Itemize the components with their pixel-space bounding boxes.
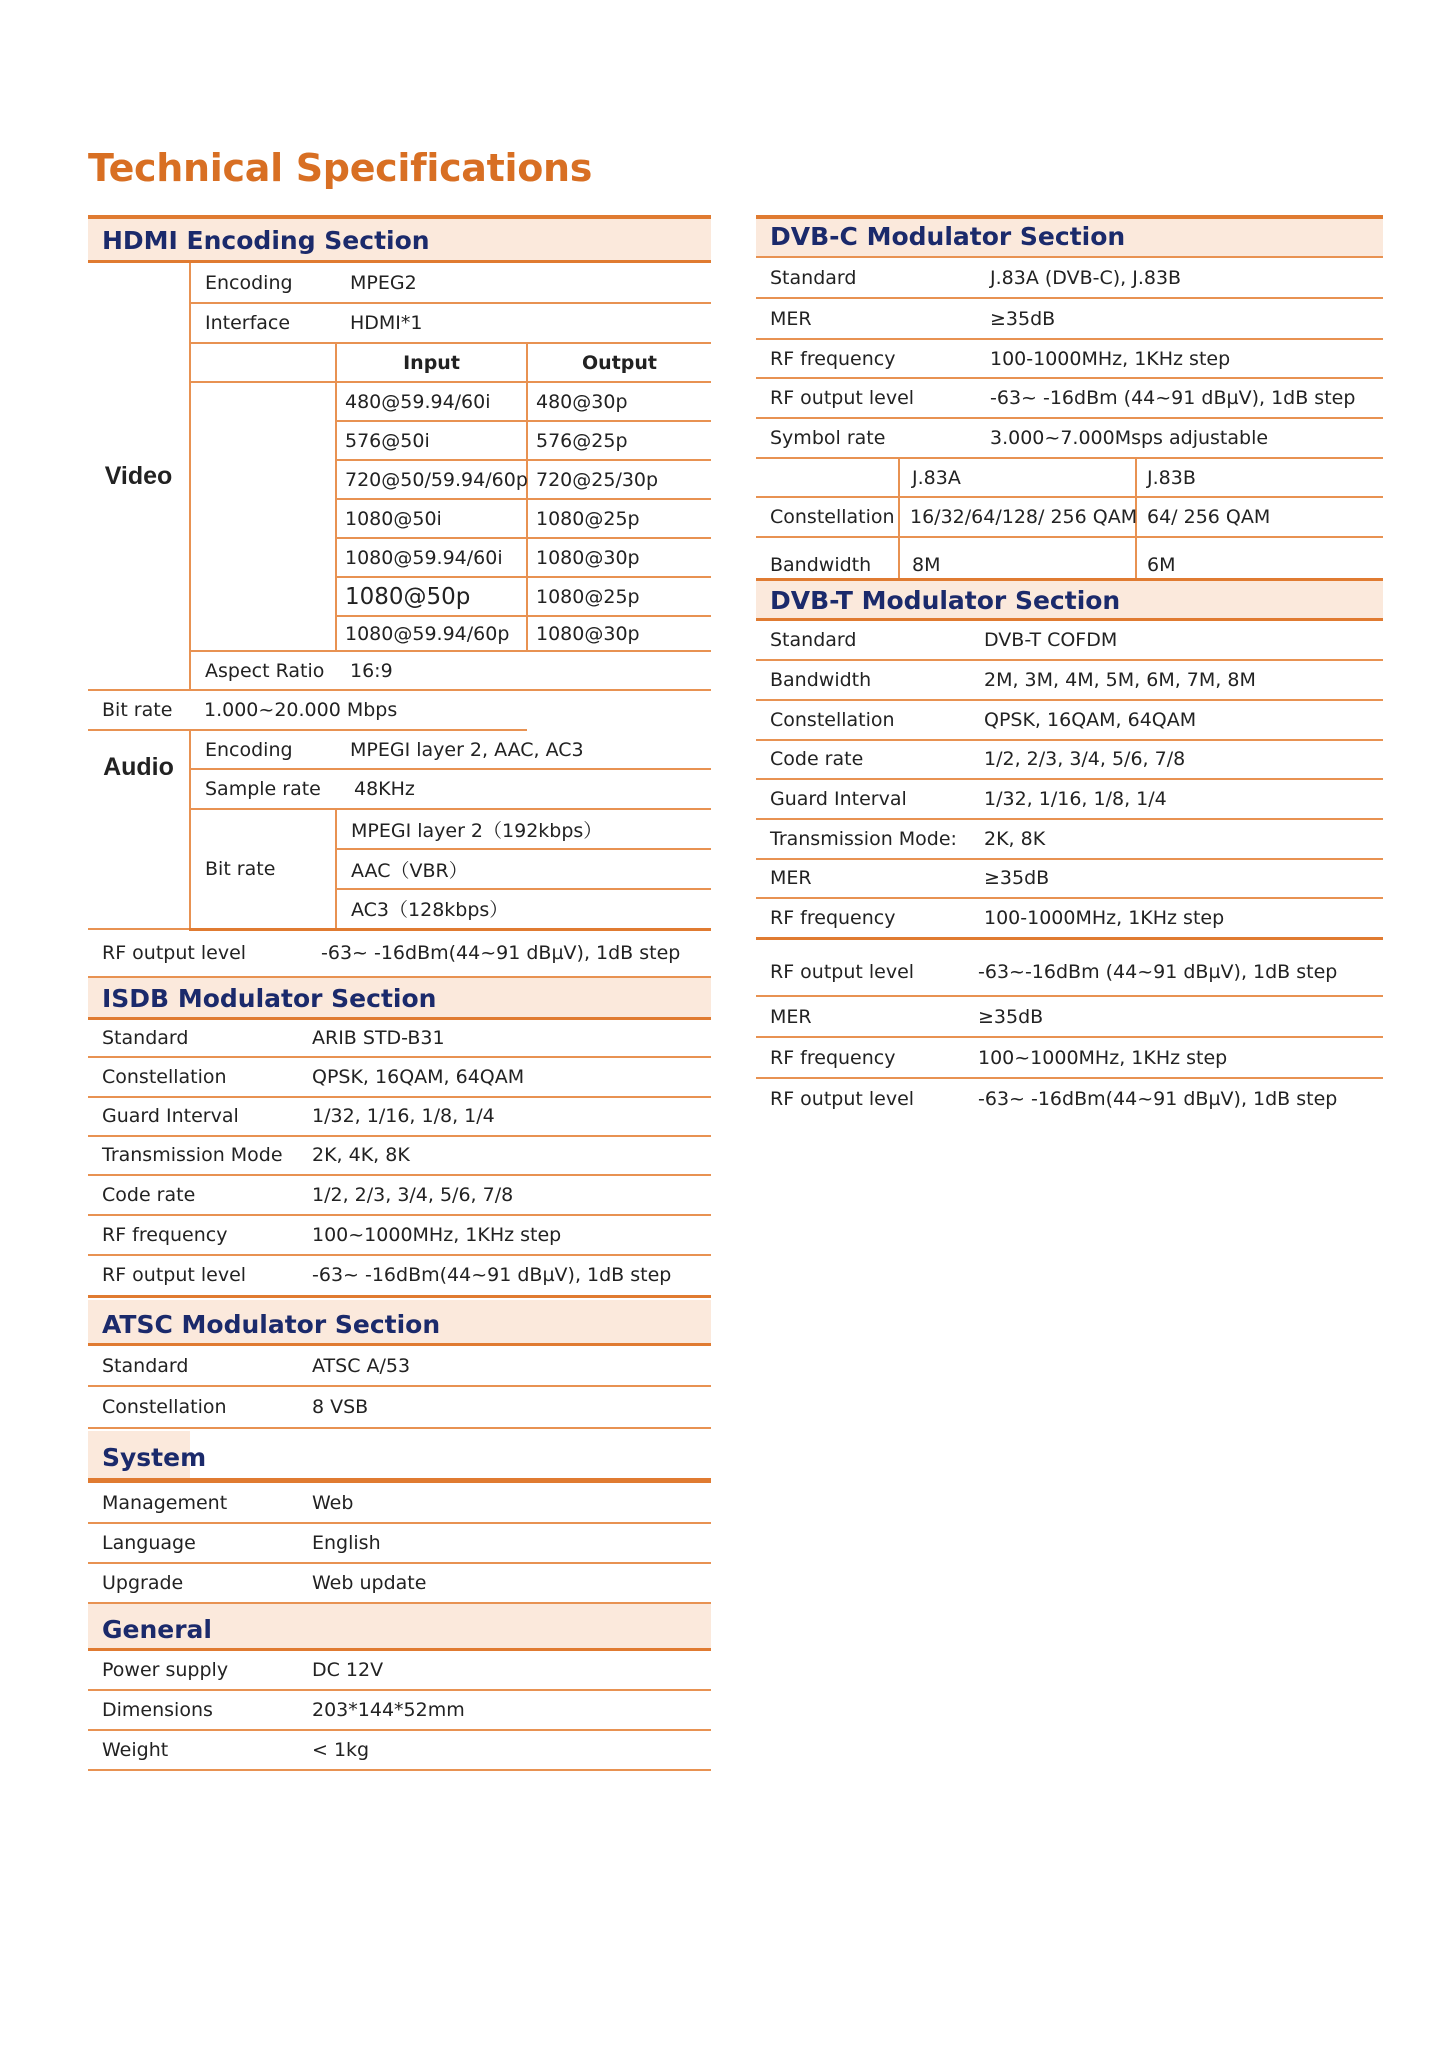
spec-label: Standard (88, 1346, 298, 1386)
j83b-header: J.83B (1136, 459, 1383, 497)
spec-value: 2K, 4K, 8K (298, 1136, 711, 1175)
audio-label-text: Audio (103, 753, 174, 781)
spec-label: RF output level (770, 1087, 915, 1110)
spec-label: Bandwidth (756, 660, 970, 700)
spec-value: 2M, 3M, 4M, 5M, 6M, 7M, 8M (970, 660, 1383, 700)
spec-value: ≥35dB (970, 859, 1383, 898)
aspect-ratio-value: 16:9 (336, 651, 711, 690)
spec-value: 1/32, 1/16, 1/8, 1/4 (298, 1097, 711, 1136)
spec-value: ≥35dB (976, 298, 1383, 339)
spec-value: Web update (298, 1563, 711, 1603)
spec-label: Guard Interval (756, 779, 970, 819)
resolution-input: 576@50i (336, 421, 527, 460)
spec-value: ≥35dB (964, 996, 1383, 1037)
spec-label: MER (756, 298, 976, 339)
spec-value: 100~1000MHz, 1KHz step (298, 1215, 711, 1255)
annex-spacer (756, 459, 899, 497)
spec-label: Transmission Mode (88, 1136, 298, 1175)
constellation-label: Constellation (756, 497, 899, 537)
spec-label: Code rate (756, 740, 970, 779)
spec-value: 1/32, 1/16, 1/8, 1/4 (970, 779, 1383, 819)
spec-label: RF frequency (756, 339, 976, 378)
spec-label: Code rate (88, 1175, 298, 1215)
constellation-j83b: 64/ 256 QAM (1136, 497, 1383, 537)
rf-output-value: -63~ -16dBm(44~91 dBµV), 1dB step (307, 931, 711, 977)
hdmi-section-heading: HDMI Encoding Section (88, 215, 711, 263)
spec-label: Upgrade (88, 1563, 298, 1603)
hdmi-rf-table (88, 931, 711, 978)
spec-value: QPSK, 16QAM, 64QAM (298, 1057, 711, 1097)
video-bitrate-label: Bit rate (88, 690, 190, 730)
spec-value: ATSC A/53 (298, 1346, 711, 1386)
encoding-label: Encoding (190, 263, 336, 303)
dvbc-heading-text: DVB-C Modulator Section (770, 222, 1126, 251)
spec-label: RF output level (756, 378, 976, 418)
output-header: Output (527, 343, 711, 382)
rf-output-label: RF output level (88, 931, 307, 977)
constellation-j83a: 16/32/64/128/ 256 QAM (899, 497, 1136, 537)
spec-value: 2K, 8K (970, 819, 1383, 859)
aspect-ratio-label: Aspect Ratio (190, 651, 336, 690)
hdmi-spec-table (88, 263, 711, 931)
sample-rate-value: 48KHz (336, 769, 711, 809)
atsc-section-heading: ATSC Modulator Section (88, 1300, 711, 1346)
resolution-input: 1080@59.94/60i (336, 538, 527, 577)
spec-value: ARIB STD-B31 (298, 1020, 711, 1057)
dvbc-spec-table (756, 258, 1383, 459)
isdb-section-heading: ISDB Modulator Section (88, 978, 711, 1020)
spec-value: 8 VSB (298, 1386, 711, 1428)
spec-value: DC 12V (298, 1651, 711, 1690)
resolution-output: 1080@25p (527, 577, 711, 616)
spec-value: 3.000~7.000Msps adjustable (976, 418, 1383, 458)
bandwidth-j83a: 8M (899, 537, 1136, 579)
spec-label: Symbol rate (756, 418, 976, 458)
spec-label: Management (88, 1483, 298, 1523)
spec-value: 100~1000MHz, 1KHz step (964, 1037, 1383, 1078)
spec-value: Web (298, 1483, 711, 1523)
bandwidth-label: Bandwidth (756, 537, 899, 579)
bandwidth-j83b: 6M (1136, 537, 1383, 579)
spec-value: 1/2, 2/3, 3/4, 5/6, 7/8 (298, 1175, 711, 1215)
spec-label: Language (88, 1523, 298, 1563)
spec-value: 1/2, 2/3, 3/4, 5/6, 7/8 (970, 740, 1383, 779)
audio-group-label (88, 730, 190, 929)
general-spec-table (88, 1651, 711, 1771)
spec-value: -63~ -16dBm (44~91 dBµV), 1dB step (976, 378, 1383, 418)
input-header: Input (336, 343, 527, 382)
resolution-input: 720@50/59.94/60p (336, 460, 527, 499)
interface-value: HDMI*1 (336, 303, 711, 343)
spec-value: 203*144*52mm (298, 1690, 711, 1730)
spec-label: MER (756, 996, 964, 1037)
resolution-input: 1080@59.94/60p (336, 616, 527, 651)
video-group-label: Video (88, 263, 190, 690)
spec-label: RF output level (756, 948, 964, 996)
resolution-output: 576@25p (527, 421, 711, 460)
spec-value: QPSK, 16QAM, 64QAM (970, 700, 1383, 740)
dvbt-section-heading: DVB-T Modulator Section (756, 581, 1383, 621)
spec-value: 100-1000MHz, 1KHz step (976, 339, 1383, 378)
right-column (756, 215, 1383, 1118)
spec-label: Constellation (756, 700, 970, 740)
spec-label: Constellation (88, 1057, 298, 1097)
spec-label: RF frequency (756, 898, 970, 939)
spec-label: Standard (756, 621, 970, 660)
spec-label: Power supply (88, 1651, 298, 1690)
system-heading-text: System (102, 1443, 207, 1472)
audio-bitrate-label: Bit rate (190, 809, 336, 929)
resolution-output: 1080@25p (527, 499, 711, 538)
j83a-header: J.83A (899, 459, 1136, 497)
audio-encoding-label: Encoding (190, 730, 336, 769)
dvbt-spec-table (756, 621, 1383, 941)
spec-label: MER (756, 859, 970, 898)
resolution-output: 1080@30p (527, 616, 711, 651)
spec-label: Dimensions (88, 1690, 298, 1730)
resolution-input: 480@59.94/60i (336, 382, 527, 421)
sample-rate-label: Sample rate (190, 769, 336, 809)
spec-label: Transmission Mode: (756, 819, 970, 859)
page-title: Technical Specifications (88, 146, 593, 190)
audio-encoding-value: MPEGI layer 2, AAC, AC3 (336, 730, 711, 769)
spec-label: RF output level (88, 1255, 298, 1297)
system-section-heading (88, 1431, 711, 1483)
encoding-value: MPEG2 (336, 263, 711, 303)
spec-label: Weight (88, 1730, 298, 1770)
left-column (88, 215, 711, 1771)
spec-value: < 1kg (298, 1730, 711, 1770)
spec-value: -63~ -16dBm(44~91 dBµV), 1dB step (978, 1087, 1338, 1110)
audio-bitrate-value: AAC（VBR） (336, 849, 711, 889)
dvbc-section-heading (756, 215, 1383, 258)
spec-label: Standard (88, 1020, 298, 1057)
spec-label: RF frequency (88, 1215, 298, 1255)
resolution-input: 1080@50p (336, 577, 527, 616)
spec-value: English (298, 1523, 711, 1563)
resolution-input: 1080@50i (336, 499, 527, 538)
general-section-heading: General (88, 1604, 711, 1651)
isdb-spec-table (88, 1020, 711, 1299)
audio-bitrate-value: AC3（128kbps） (336, 889, 711, 929)
spec-value: -63~ -16dBm(44~91 dBµV), 1dB step (298, 1255, 711, 1297)
dvbc-annex-table (756, 459, 1383, 581)
audio-bitrate-value: MPEGI layer 2（192kbps） (336, 809, 711, 849)
system-spec-table (88, 1483, 711, 1604)
spec-label: Standard (756, 258, 976, 298)
resolution-output: 1080@30p (527, 538, 711, 577)
resolution-output: 720@25/30p (527, 460, 711, 499)
resolution-blank-cell (190, 382, 336, 651)
spec-label: RF frequency (756, 1037, 964, 1078)
spec-value: -63~-16dBm (44~91 dBµV), 1dB step (964, 948, 1383, 996)
video-bitrate-value: 1.000~20.000 Mbps (190, 690, 527, 730)
spec-label: Guard Interval (88, 1097, 298, 1136)
spec-value: DVB-T COFDM (970, 621, 1383, 660)
spec-value: 100-1000MHz, 1KHz step (970, 898, 1383, 939)
resolution-spacer (190, 343, 336, 382)
spec-value: J.83A (DVB-C), J.83B (976, 258, 1383, 298)
extra-spec-table (756, 948, 1383, 1118)
atsc-spec-table (88, 1346, 711, 1429)
resolution-output: 480@30p (527, 382, 711, 421)
spec-label: Constellation (88, 1386, 298, 1428)
interface-label: Interface (190, 303, 336, 343)
